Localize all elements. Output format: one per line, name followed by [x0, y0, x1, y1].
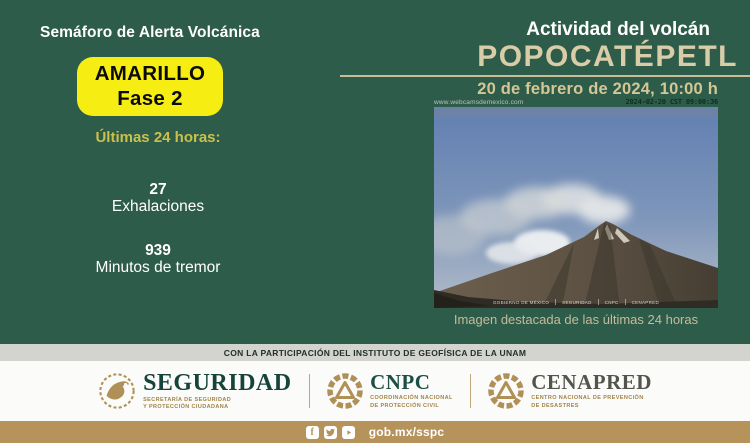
stat-tremor	[38, 242, 278, 276]
logo-seguridad-subtitle	[143, 397, 292, 412]
participation-bar	[0, 344, 750, 361]
image-caption: Imagen destacada de las últimas 24 horas	[453, 312, 699, 327]
logo-cenapred-name: CENAPRED	[531, 370, 652, 395]
activity-kicker: Actividad del volcán	[526, 19, 710, 40]
logo-cenapred-text	[531, 372, 652, 410]
logo-cnpc-subtitle	[370, 395, 453, 410]
logo-cenapred-subtitle	[531, 395, 652, 410]
watermark-gobierno: GOBIERNO DE MÉXICO	[493, 299, 550, 305]
social-bar	[0, 421, 750, 443]
logo-seguridad-text	[143, 371, 292, 412]
stat-exhalations	[38, 181, 278, 215]
youtube-icon[interactable]	[342, 426, 355, 439]
alert-level-phase: Fase 2	[117, 86, 183, 110]
logo-seguridad-sub1: SECRETARÍA DE SEGURIDAD	[143, 396, 232, 403]
stat-tremor-value: 939	[145, 242, 171, 259]
twitter-bird-glyph	[326, 428, 335, 437]
facebook-glyph: f	[310, 426, 314, 438]
twitter-icon[interactable]	[324, 426, 337, 439]
logo-seguridad	[98, 371, 292, 412]
webcam-source-url: www.webcamsdemexico.com	[434, 98, 524, 106]
cnpc-emblem-icon	[327, 373, 363, 409]
alert-level-badge	[77, 57, 223, 116]
webcam-overlay-strip	[434, 97, 718, 107]
watermark-cenapred: CENAPRED	[631, 299, 659, 305]
logo-cnpc-sub1: COORDINACIÓN NACIONAL	[370, 395, 453, 402]
cenapred-emblem-icon	[488, 373, 524, 409]
logo-cnpc-name: CNPC	[370, 370, 431, 395]
youtube-play-glyph	[344, 428, 353, 437]
volcano-photo	[434, 107, 718, 308]
photo-watermark-row	[434, 299, 718, 305]
logo-cnpc	[327, 372, 453, 410]
logo-seguridad-name: SEGURIDAD	[143, 369, 292, 396]
watermark-divider	[625, 299, 626, 305]
stat-tremor-label: Minutos de tremor	[95, 259, 221, 277]
volcano-photo-art	[434, 107, 718, 308]
stat-exhalations-label: Exhalaciones	[111, 198, 205, 216]
watermark-divider	[555, 299, 556, 305]
gobmx-url[interactable]: gob.mx/sspc	[368, 425, 445, 439]
report-datetime: 20 de febrero de 2024, 10:00 h	[477, 80, 718, 98]
volcano-name: POPOCATÉPETL	[477, 40, 738, 73]
watermark-cnpc: CNPC	[604, 299, 619, 305]
logo-cenapred-sub2: DE DESASTRES	[531, 402, 579, 409]
webcam-image-block	[434, 97, 718, 308]
alert-semaphore-title: Semáforo de Alerta Volcánica	[40, 24, 260, 41]
footer-divider	[309, 374, 311, 408]
logo-cnpc-sub2: DE PROTECCIÓN CIVIL	[370, 402, 440, 409]
institutions-footer	[0, 361, 750, 421]
watermark-seguridad: SEGURIDAD	[562, 299, 592, 305]
webcam-timestamp: 2024-02-20 CST 09:00:36	[625, 98, 718, 106]
logo-cnpc-text	[370, 372, 453, 410]
participation-text: CON LA PARTICIPACIÓN DEL INSTITUTO DE GEOFÍSICA DE LA UNAM	[223, 347, 527, 358]
divider-line	[340, 75, 750, 77]
stat-exhalations-value: 27	[149, 181, 167, 198]
logo-seguridad-sub2: Y PROTECCIÓN CIUDADANA	[143, 404, 229, 410]
logo-cenapred	[488, 372, 652, 410]
footer-divider	[470, 374, 472, 408]
logo-cenapred-sub1: CENTRO NACIONAL DE PREVENCIÓN	[531, 395, 644, 402]
last-24h-heading: Últimas 24 horas:	[95, 129, 221, 146]
watermark-divider	[598, 299, 599, 305]
eagle-emblem-icon	[98, 372, 136, 410]
alert-level-name: AMARILLO	[94, 61, 206, 85]
facebook-icon[interactable]	[306, 426, 319, 439]
